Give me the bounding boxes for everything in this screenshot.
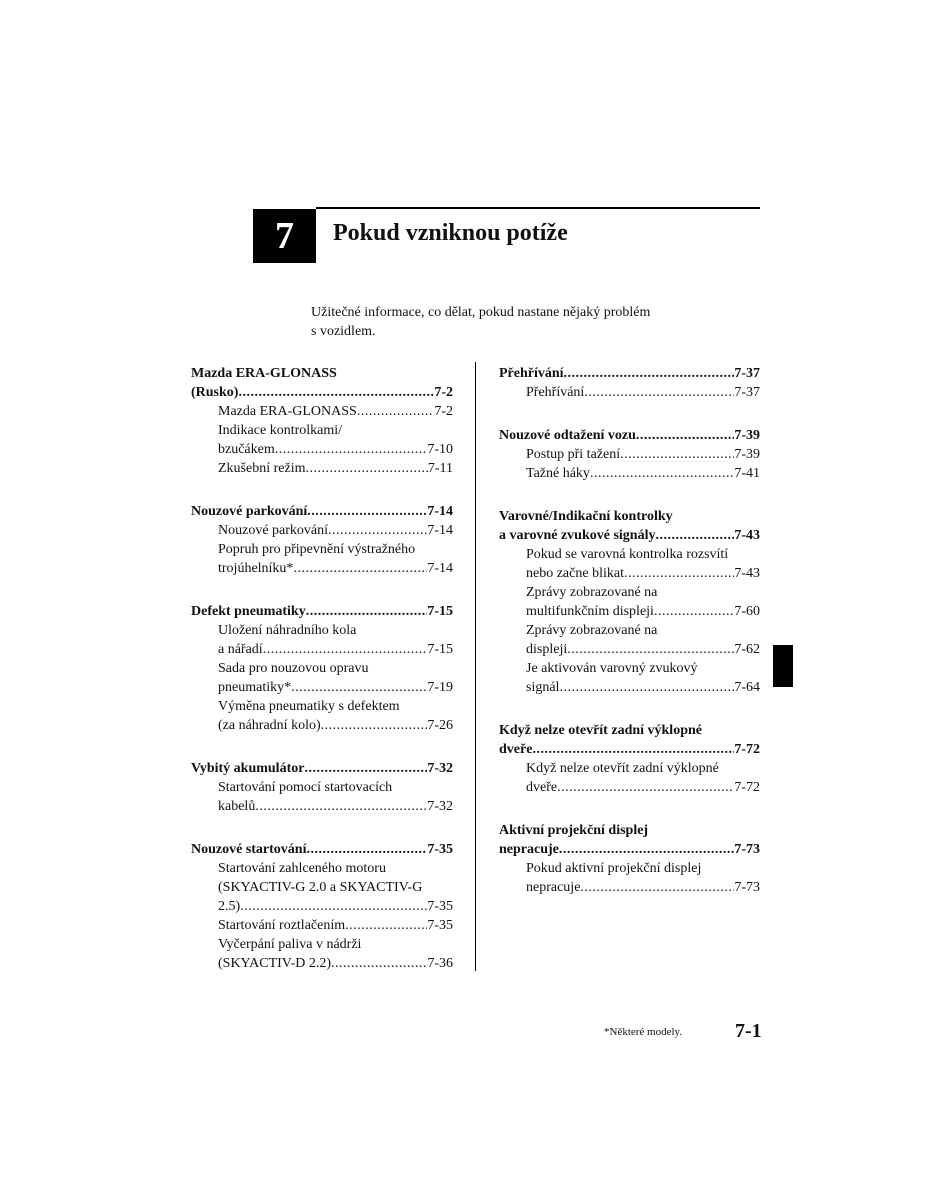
footnote: *Některé modely. [604, 1026, 683, 1038]
toc-section-flat-tire [191, 602, 453, 735]
leader-dots [275, 440, 428, 459]
toc-heading-entry[interactable] [191, 383, 453, 402]
toc-page: 7-72 [734, 742, 760, 757]
leader-dots [559, 840, 734, 859]
toc-page: 7-2 [434, 385, 453, 400]
toc-entry-line[interactable]: Vyčerpání paliva v nádrži [218, 937, 362, 952]
toc-entry-line[interactable]: Když nelze otevřít zadní výklopné [526, 761, 719, 776]
toc-page: 7-36 [427, 956, 453, 971]
toc-entry-line[interactable]: Startování pomocí startovacích [218, 780, 393, 795]
toc-heading-entry[interactable] [191, 759, 453, 778]
toc-page: 7-10 [427, 442, 453, 457]
toc-label: signál [526, 680, 560, 695]
toc-section-emergency-parking [191, 502, 453, 578]
toc-heading[interactable]: Mazda ERA-GLONASS [191, 366, 337, 381]
leader-dots [559, 678, 734, 697]
toc-entry[interactable] [499, 464, 760, 483]
page-number: 7-1 [735, 1020, 762, 1042]
leader-dots [636, 426, 734, 445]
toc-label: nepracuje [526, 880, 581, 895]
chapter-thumb-tab [773, 645, 793, 687]
toc-heading-entry[interactable] [191, 602, 453, 621]
toc-heading[interactable]: Varovné/Indikační kontrolky [499, 509, 673, 524]
leader-dots [620, 445, 734, 464]
toc-heading-entry[interactable] [191, 502, 453, 521]
toc-label: (za náhradní kolo) [218, 718, 321, 733]
toc-page: 7-14 [427, 561, 453, 576]
toc-label: nebo začne blikat [526, 566, 624, 581]
leader-dots [307, 502, 427, 521]
toc-page: 7-15 [427, 604, 453, 619]
toc-entry[interactable] [191, 797, 453, 816]
toc-heading[interactable]: Aktivní projekční displej [499, 823, 649, 838]
toc-entry[interactable] [499, 383, 760, 402]
toc-page: 7-2 [434, 404, 453, 419]
leader-dots [624, 564, 734, 583]
toc-page: 7-32 [427, 761, 453, 776]
toc-label: Vybitý akumulátor [191, 761, 305, 776]
toc-entry-line[interactable]: Pokud se varovná kontrolka rozsvítí [526, 547, 729, 562]
leader-dots [321, 716, 428, 735]
toc-section-towing [499, 426, 760, 483]
toc-page: 7-11 [427, 461, 453, 476]
toc-page: 7-39 [734, 428, 760, 443]
leader-dots [590, 464, 734, 483]
toc-label: trojúhelníku* [218, 561, 294, 576]
toc-entry-line[interactable]: Pokud aktivní projekční displej [526, 861, 702, 876]
toc-page: 7-35 [427, 918, 453, 933]
toc-page: 7-39 [734, 447, 760, 462]
leader-dots [328, 521, 427, 540]
leader-dots [305, 459, 427, 478]
toc-page: 7-19 [427, 680, 453, 695]
leader-dots [580, 878, 734, 897]
leader-dots [557, 778, 734, 797]
toc-label: dveře [526, 780, 558, 795]
toc-page: 7-32 [427, 799, 453, 814]
intro-line: Užitečné informace, co dělat, pokud nastane nějaký problém [311, 305, 651, 320]
toc-entry[interactable] [499, 678, 760, 697]
toc-heading-entry[interactable] [191, 840, 453, 859]
toc-label: Postup při tažení [526, 447, 621, 462]
toc-label: Nouzové startování [191, 842, 307, 857]
toc-entry[interactable] [499, 640, 760, 659]
toc-label: (SKYACTIV-D 2.2) [218, 956, 332, 971]
leader-dots [655, 526, 734, 545]
toc-entry[interactable] [499, 778, 760, 797]
toc-entry[interactable] [191, 640, 453, 659]
column-divider [475, 362, 476, 971]
toc-entry[interactable] [499, 445, 760, 464]
toc-entry[interactable] [499, 602, 760, 621]
toc-section-dead-battery [191, 759, 453, 816]
toc-heading-entry[interactable] [499, 740, 760, 759]
leader-dots [263, 640, 428, 659]
toc-entry[interactable] [191, 459, 453, 478]
toc-heading-entry[interactable] [499, 426, 760, 445]
toc-section-warning-lights [499, 507, 760, 697]
toc-entry-line[interactable]: Startování zahlceného motoru [218, 861, 386, 876]
toc-heading[interactable]: Když nelze otevřít zadní výklopné [499, 723, 702, 738]
toc-label: kabelů [218, 799, 256, 814]
toc-entry[interactable] [499, 878, 760, 897]
toc-label: displeji [526, 642, 568, 657]
chapter-number: 7 [275, 215, 294, 257]
toc-label: bzučákem [218, 442, 275, 457]
intro-line: s vozidlem. [311, 324, 376, 339]
toc-page: 7-60 [734, 604, 760, 619]
chapter-title: Pokud vzniknou potíže [333, 220, 568, 246]
toc-label: 2.5) [218, 899, 241, 914]
toc-page: 7-14 [427, 523, 453, 538]
toc-page: 7-72 [734, 780, 760, 795]
toc-entry[interactable] [191, 521, 453, 540]
leader-dots [291, 678, 427, 697]
toc-section-head-up-display [499, 821, 760, 897]
toc-page: 7-26 [427, 718, 453, 733]
toc-left-column [191, 364, 453, 997]
toc-entry-line[interactable]: Zprávy zobrazované na [526, 623, 658, 638]
toc-entry[interactable] [191, 954, 453, 973]
toc-label: Startování roztlačením [218, 918, 346, 933]
toc-entry-line[interactable]: (SKYACTIV-G 2.0 a SKYACTIV-G [218, 880, 423, 895]
toc-label: Nouzové odtažení vozu [499, 428, 636, 443]
toc-label: Přehřívání [526, 385, 585, 400]
leader-dots [307, 840, 428, 859]
toc-entry[interactable] [499, 564, 760, 583]
toc-entry-line[interactable]: Je aktivován varovný zvukový [526, 661, 698, 676]
toc-page: 7-35 [427, 899, 453, 914]
leader-dots [255, 797, 427, 816]
leader-dots [293, 559, 427, 578]
toc-label: Defekt pneumatiky [191, 604, 306, 619]
toc-entry-line[interactable]: Sada pro nouzovou opravu [218, 661, 369, 676]
toc-heading-entry[interactable] [499, 840, 760, 859]
toc-entry[interactable] [191, 678, 453, 697]
chapter-header-rule [316, 207, 760, 209]
toc-entry[interactable] [191, 716, 453, 735]
toc-entry-line[interactable]: Výměna pneumatiky s defektem [218, 699, 400, 714]
toc-page: 7-37 [734, 385, 760, 400]
leader-dots [567, 640, 734, 659]
toc-page: 7-73 [734, 880, 760, 895]
toc-label: pneumatiky* [218, 680, 292, 695]
toc-entry[interactable] [191, 897, 453, 916]
toc-label: Tažné háky [526, 466, 590, 481]
toc-section-liftgate [499, 721, 760, 797]
leader-dots [532, 740, 734, 759]
leader-dots [654, 602, 734, 621]
toc-page: 7-43 [734, 566, 760, 581]
toc-label: multifunkčním displeji [526, 604, 654, 619]
toc-entry[interactable] [191, 559, 453, 578]
toc-entry[interactable] [191, 402, 453, 421]
toc-label: dveře [499, 742, 533, 757]
toc-entry[interactable] [191, 440, 453, 459]
toc-label: Nouzové parkování [218, 523, 329, 538]
toc-page: 7-15 [427, 642, 453, 657]
toc-label: a varovné zvukové signály [499, 528, 656, 543]
toc-label: Zkušební režim [218, 461, 306, 476]
toc-page: 7-62 [734, 642, 760, 657]
chapter-intro [311, 303, 731, 341]
toc-entry-line[interactable]: Indikace kontrolkami/ [218, 423, 343, 438]
toc-entry-line[interactable]: Zprávy zobrazované na [526, 585, 658, 600]
toc-label: (Rusko) [191, 385, 239, 400]
toc-label: Mazda ERA-GLONASS [218, 404, 357, 419]
toc-heading-entry[interactable] [499, 364, 760, 383]
toc-page: 7-41 [734, 466, 760, 481]
toc-page: 7-14 [427, 504, 453, 519]
toc-page: 7-73 [734, 842, 760, 857]
toc-right-column [499, 364, 760, 921]
toc-section-emergency-starting [191, 840, 453, 973]
toc-page: 7-43 [734, 528, 760, 543]
toc-heading-entry[interactable] [499, 526, 760, 545]
toc-page: 7-37 [734, 366, 760, 381]
leader-dots [304, 759, 427, 778]
toc-entry-line[interactable]: Uložení náhradního kola [218, 623, 357, 638]
leader-dots [584, 383, 734, 402]
chapter-number-badge [253, 209, 316, 263]
leader-dots [345, 916, 427, 935]
toc-section-era-glonass [191, 364, 453, 478]
leader-dots [240, 897, 427, 916]
leader-dots [564, 364, 735, 383]
toc-label: nepracuje [499, 842, 559, 857]
toc-page: 7-35 [427, 842, 453, 857]
toc-label: Nouzové parkování [191, 504, 308, 519]
leader-dots [357, 402, 435, 421]
toc-entry-line[interactable]: Popruh pro připevnění výstražného [218, 542, 416, 557]
toc-section-overheating [499, 364, 760, 402]
toc-label: a nářadí [218, 642, 263, 657]
toc-label: Přehřívání [499, 366, 564, 381]
toc-entry[interactable] [191, 916, 453, 935]
toc-page: 7-64 [734, 680, 760, 695]
leader-dots [306, 602, 428, 621]
leader-dots [238, 383, 434, 402]
leader-dots [331, 954, 427, 973]
